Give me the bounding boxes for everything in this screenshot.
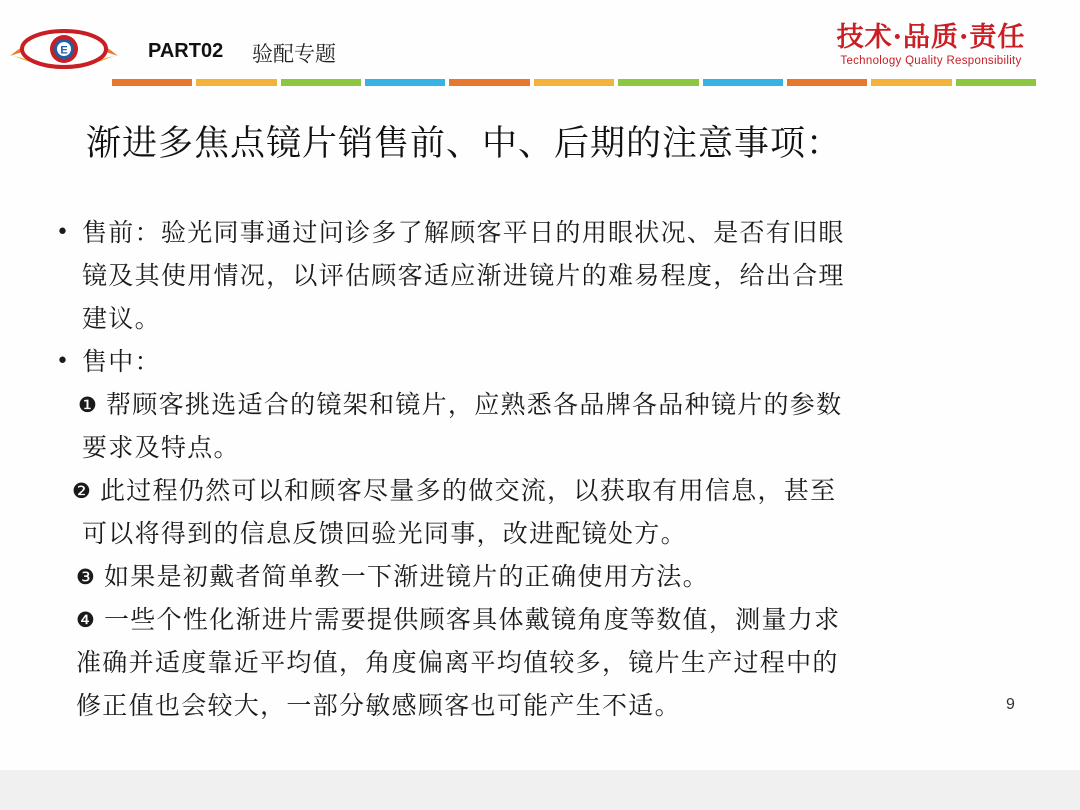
divider-segment xyxy=(703,79,783,86)
item4-line-1: 一些个性化渐进片需要提供顾客具体戴镜角度等数值，测量力求 xyxy=(104,605,841,634)
logo-letter: E xyxy=(60,44,68,57)
divider-segment xyxy=(534,79,614,86)
part-label: PART02 xyxy=(148,40,224,62)
item4-line-2: 准确并适度靠近平均值，角度偏离平均值较多，镜片生产过程中的 xyxy=(76,648,839,677)
presale-line-2: 镜及其使用情况，以评估顾客适应渐进镜片的难易程度，给出合理 xyxy=(82,261,845,290)
divider-segment xyxy=(956,79,1036,86)
divider-segment xyxy=(871,79,951,86)
topic-label: 验配专题 xyxy=(252,42,336,66)
bullet-presale: • xyxy=(56,220,71,245)
presale-line-1: 售前：验光同事通过问诊多了解顾客平日的用眼状况、是否有旧眼 xyxy=(82,218,845,247)
slogan-english: Technology Quality Responsibility xyxy=(840,55,1022,67)
divider-segment xyxy=(196,79,276,86)
divider-segment xyxy=(449,79,529,86)
color-divider-bar xyxy=(112,79,1036,86)
item4-line-3: 修正值也会较大，一部分敏感顾客也可能产生不适。 xyxy=(76,691,681,720)
number-4-icon: ❹ xyxy=(76,608,95,632)
presale-line-3: 建议。 xyxy=(82,304,161,333)
divider-segment xyxy=(365,79,445,86)
page-number: 9 xyxy=(1006,696,1015,713)
divider-segment xyxy=(112,79,192,86)
midsale-heading: 售中： xyxy=(82,347,161,376)
number-3-icon: ❸ xyxy=(76,565,95,589)
divider-segment xyxy=(281,79,361,86)
number-1-icon: ❶ xyxy=(78,393,97,417)
divider-segment xyxy=(787,79,867,86)
item3-line-1: 如果是初戴者简单教一下渐进镜片的正确使用方法。 xyxy=(104,562,709,591)
footer-band xyxy=(0,770,1080,810)
item2-line-1: 此过程仍然可以和顾客尽量多的做交流，以获取有用信息，甚至 xyxy=(100,476,837,505)
item1-line-1: 帮顾客挑选适合的镜架和镜片，应熟悉各品牌各品种镜片的参数 xyxy=(106,390,843,419)
slogan xyxy=(826,22,1036,67)
eye-logo-icon xyxy=(6,16,122,82)
item2-line-2: 可以将得到的信息反馈回验光同事，改进配镜处方。 xyxy=(82,519,687,548)
divider-segment xyxy=(618,79,698,86)
bullet-midsale: • xyxy=(56,349,71,374)
number-2-icon: ❷ xyxy=(72,479,91,503)
item1-line-2: 要求及特点。 xyxy=(82,433,240,462)
slide-title: 渐进多焦点镜片销售前、中、后期的注意事项： xyxy=(86,124,843,164)
slogan-chinese: 技术·品质·责任 xyxy=(836,22,1026,53)
